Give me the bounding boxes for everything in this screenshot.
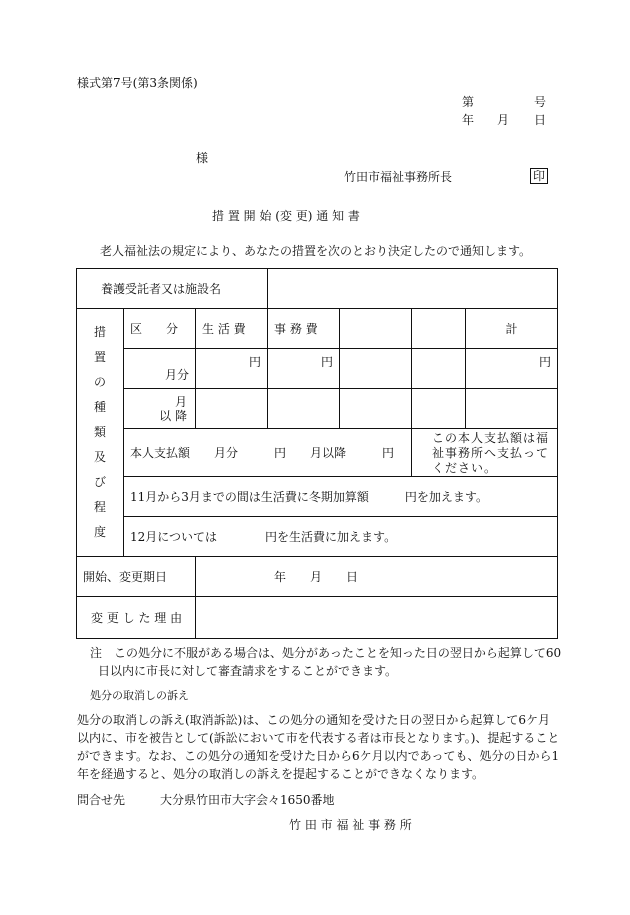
entrustee-label: 養護受託者又は施設名 [77,269,268,309]
form-number: 様式第7号(第3条関係) [77,76,198,90]
office-month-yen[interactable]: 円 [268,349,340,389]
notice-table [76,268,558,639]
total-after[interactable] [466,389,558,429]
document-title: 措 置 開 始 (変 更) 通 知 書 [212,209,360,223]
blank-after-2[interactable] [412,389,466,429]
col-total: 計 [466,309,558,349]
living-after[interactable] [196,389,268,429]
row-after-label: 月 以 降 [124,389,196,429]
col-office-cost: 事 務 費 [268,309,340,349]
entrustee-value[interactable] [268,269,558,309]
contact-address: 大分県竹田市大字会々1650番地 [160,793,335,807]
contact-label: 問合せ先 [77,793,126,807]
december-text: 12月については 円を生活費に加えます。 [124,517,558,557]
blank-month-1[interactable] [340,349,412,389]
number-label-go: 号 [534,95,547,109]
reason-value[interactable] [196,597,558,639]
addressee-sama: 様 [196,151,209,165]
date-month: 月 [497,113,510,127]
office-name: 竹 田 市 福 祉 事 務 所 [289,818,412,832]
start-date-label: 開始、変更期日 [77,557,196,597]
measure-type-label: 措 置 の 種 類 及 び 程 度 [77,309,124,557]
living-month-yen[interactable]: 円 [196,349,268,389]
reason-label: 変 更 し た 理 由 [77,597,196,639]
row-month-label: 月分 [124,349,196,389]
col-blank-2 [412,309,466,349]
issuer-name: 竹田市福祉事務所長 [344,170,453,184]
blank-after-1[interactable] [340,389,412,429]
col-category: 区 分 [124,309,196,349]
winter-allowance-text: 11月から3月までの間は生活費に冬期加算額 円を加えます。 [124,477,558,517]
start-date-value[interactable]: 年 月 日 [196,557,558,597]
col-blank-1 [340,309,412,349]
appeal-note-line2: 日以内に市長に対して審査請求をすることができます。 [98,664,398,678]
date-year: 年 [462,113,475,127]
col-living-cost: 生 活 費 [196,309,268,349]
lawsuit-heading: 処分の取消しの訴え [90,689,189,702]
date-day: 日 [534,113,547,127]
office-after[interactable] [268,389,340,429]
self-pay-text: 本人支払額 月分 円 月以降 円 [124,429,412,477]
number-label-dai: 第 [462,95,475,109]
lawsuit-body: 処分の取消しの訴え(取消訴訟)は、この処分の通知を受けた日の翌日から起算して6ケ月以内に、市を被告として(訴訟において市を代表する者は市長となります。)、提起することができます。なお、この処分の通知を受けた日から6ケ月以内であっても、処分の日から1年を経過すると、処分の取消しの訴えを提起することができなくなります。 [77,713,560,781]
total-month-yen[interactable]: 円 [466,349,558,389]
self-pay-note: この本人支払額は福祉事務所へ支払ってください。 [412,429,558,477]
blank-month-2[interactable] [412,349,466,389]
intro-text: 老人福祉法の規定により、あなたの措置を次のとおり決定したので通知します。 [100,244,532,258]
appeal-note-line1: 注 この処分に不服がある場合は、処分があったことを知った日の翌日から起算して60 [90,646,562,660]
seal-mark: 印 [530,168,548,184]
